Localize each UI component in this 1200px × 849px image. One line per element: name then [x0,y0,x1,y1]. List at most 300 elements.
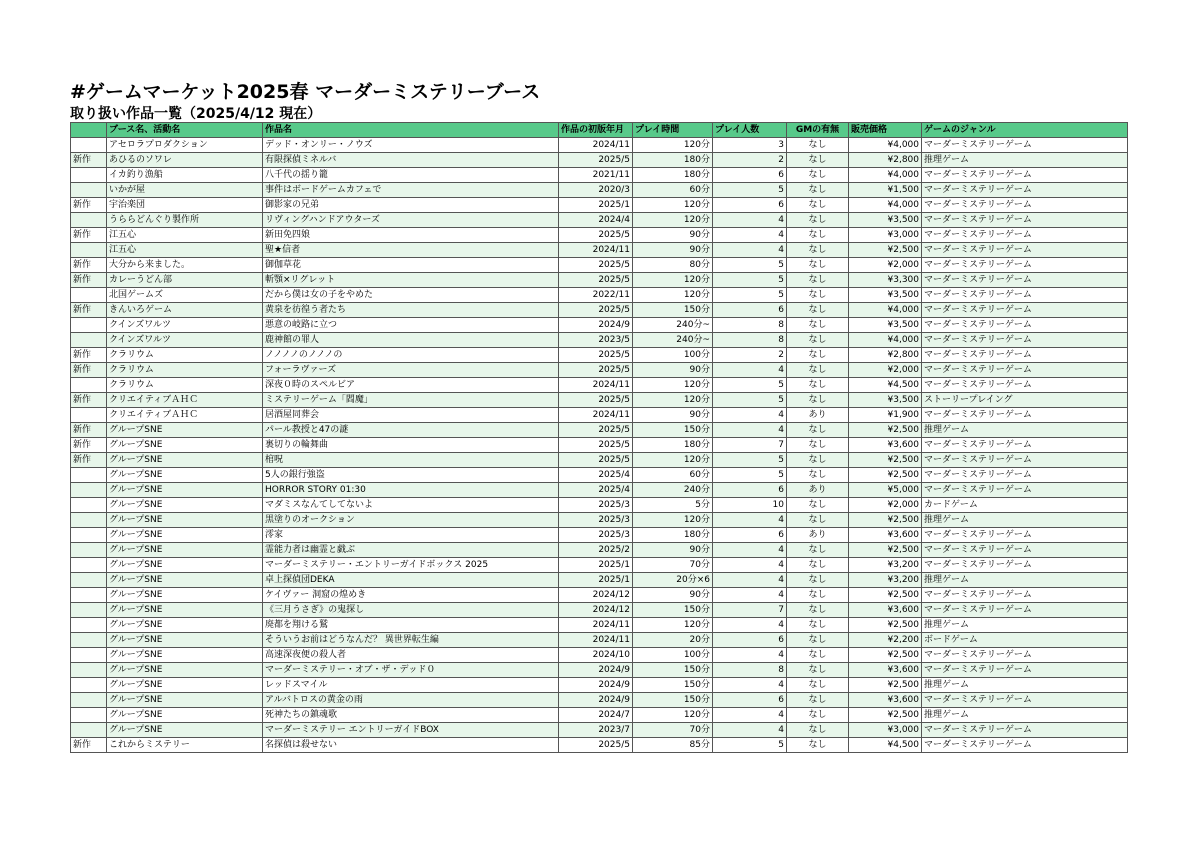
cell-gm: なし [787,168,849,183]
cell-playtime: 150分 [633,603,713,618]
cell-release: 2024/4 [559,213,633,228]
table-row [71,648,1128,663]
cell-playtime: 120分 [633,393,713,408]
cell-title: 《三月うさぎ》の鬼探し [263,603,559,618]
cell-booth: グループSNE [107,468,263,483]
cell-booth: グループSNE [107,723,263,738]
cell-new [71,618,107,633]
cell-playtime: 240分~ [633,318,713,333]
column-header-booth: ブース名、活動名 [107,123,263,138]
table-row [71,333,1128,348]
cell-release: 2025/5 [559,258,633,273]
cell-playtime: 70分 [633,723,713,738]
cell-booth: 江五心 [107,228,263,243]
cell-genre: マーダーミステリーゲーム [922,228,1128,243]
cell-new [71,408,107,423]
cell-players: 5 [713,273,787,288]
cell-title: 鹿神館の罪人 [263,333,559,348]
cell-genre: マーダーミステリーゲーム [922,348,1128,363]
cell-booth: クラリウム [107,363,263,378]
cell-release: 2025/5 [559,423,633,438]
cell-genre: マーダーミステリーゲーム [922,183,1128,198]
cell-price: ¥2,800 [849,348,922,363]
cell-title: 御伽草花 [263,258,559,273]
cell-genre: マーダーミステリーゲーム [922,663,1128,678]
cell-booth: グループSNE [107,498,263,513]
cell-new [71,648,107,663]
table-row [71,588,1128,603]
cell-release: 2024/11 [559,633,633,648]
cell-players: 6 [713,693,787,708]
cell-gm: なし [787,513,849,528]
cell-title: ミステリーゲーム「閻魔」 [263,393,559,408]
table-row [71,243,1128,258]
cell-genre: マーダーミステリーゲーム [922,258,1128,273]
cell-new: 新作 [71,438,107,453]
cell-booth: グループSNE [107,633,263,648]
cell-new: 新作 [71,153,107,168]
cell-gm: なし [787,423,849,438]
cell-release: 2025/5 [559,393,633,408]
cell-genre: マーダーミステリーゲーム [922,318,1128,333]
cell-playtime: 85分 [633,738,713,753]
cell-price: ¥2,800 [849,153,922,168]
cell-genre: マーダーミステリーゲーム [922,243,1128,258]
cell-price: ¥2,500 [849,543,922,558]
cell-title: マーダーミステリー・オブ・ザ・デッド０ [263,663,559,678]
cell-genre: マーダーミステリーゲーム [922,648,1128,663]
cell-genre: マーダーミステリーゲーム [922,468,1128,483]
cell-gm: なし [787,438,849,453]
cell-release: 2025/3 [559,528,633,543]
cell-gm: なし [787,558,849,573]
cell-release: 2025/5 [559,153,633,168]
table-row [71,663,1128,678]
cell-players: 8 [713,318,787,333]
cell-release: 2025/5 [559,453,633,468]
product-table [70,122,1128,753]
cell-gm: なし [787,378,849,393]
cell-new [71,708,107,723]
table-row [71,303,1128,318]
cell-genre: 推理ゲーム [922,153,1128,168]
cell-price: ¥3,200 [849,558,922,573]
cell-playtime: 150分 [633,678,713,693]
cell-booth: カレーうどん部 [107,273,263,288]
cell-genre: マーダーミステリーゲーム [922,333,1128,348]
cell-price: ¥3,000 [849,723,922,738]
cell-genre: 推理ゲーム [922,708,1128,723]
table-row [71,513,1128,528]
cell-playtime: 90分 [633,543,713,558]
cell-gm: なし [787,573,849,588]
table-row [71,348,1128,363]
cell-genre: マーダーミステリーゲーム [922,213,1128,228]
cell-release: 2024/9 [559,693,633,708]
cell-new [71,468,107,483]
cell-players: 6 [713,168,787,183]
cell-gm: なし [787,678,849,693]
cell-gm: なし [787,588,849,603]
cell-release: 2025/5 [559,438,633,453]
cell-playtime: 60分 [633,468,713,483]
cell-gm: なし [787,633,849,648]
cell-price: ¥3,600 [849,603,922,618]
cell-playtime: 180分 [633,153,713,168]
cell-price: ¥2,500 [849,708,922,723]
cell-price: ¥2,000 [849,498,922,513]
cell-new [71,663,107,678]
table-row [71,603,1128,618]
cell-title: ケイヴァー 洞窟の煌めき [263,588,559,603]
cell-booth: クリエイティブＡＨＣ [107,393,263,408]
cell-new: 新作 [71,198,107,213]
cell-players: 7 [713,438,787,453]
cell-players: 10 [713,498,787,513]
cell-players: 7 [713,603,787,618]
table-row [71,693,1128,708]
cell-title: 名探偵は殺せない [263,738,559,753]
cell-genre: ボードゲーム [922,633,1128,648]
cell-genre: 推理ゲーム [922,678,1128,693]
cell-new [71,603,107,618]
cell-title: 高速深夜便の殺人者 [263,648,559,663]
table-row [71,468,1128,483]
cell-new: 新作 [71,273,107,288]
cell-playtime: 180分 [633,528,713,543]
cell-players: 4 [713,648,787,663]
cell-title: マーダーミステリー・エントリーガイドボックス 2025 [263,558,559,573]
cell-players: 4 [713,213,787,228]
cell-playtime: 120分 [633,288,713,303]
cell-playtime: 20分×6 [633,573,713,588]
table-row [71,498,1128,513]
cell-price: ¥2,500 [849,618,922,633]
cell-playtime: 5分 [633,498,713,513]
cell-playtime: 240分 [633,483,713,498]
cell-playtime: 70分 [633,558,713,573]
cell-playtime: 120分 [633,378,713,393]
cell-release: 2024/10 [559,648,633,663]
cell-gm: なし [787,198,849,213]
cell-title: 聖★信者 [263,243,559,258]
cell-gm: なし [787,288,849,303]
cell-price: ¥3,000 [849,228,922,243]
cell-booth: グループSNE [107,483,263,498]
cell-new: 新作 [71,423,107,438]
table-row [71,258,1128,273]
cell-gm: なし [787,333,849,348]
cell-title: 棺呪 [263,453,559,468]
cell-booth: グループSNE [107,693,263,708]
cell-price: ¥5,000 [849,483,922,498]
cell-genre: マーダーミステリーゲーム [922,273,1128,288]
cell-playtime: 100分 [633,648,713,663]
table-header-row [71,123,1128,138]
cell-genre: マーダーミステリーゲーム [922,138,1128,153]
cell-new [71,558,107,573]
cell-gm: なし [787,618,849,633]
cell-genre: マーダーミステリーゲーム [922,363,1128,378]
cell-new: 新作 [71,228,107,243]
cell-gm: なし [787,498,849,513]
cell-genre: マーダーミステリーゲーム [922,198,1128,213]
cell-booth: クラリウム [107,348,263,363]
cell-title: マーダーミステリー エントリーガイドBOX [263,723,559,738]
cell-gm: なし [787,303,849,318]
cell-gm: なし [787,648,849,663]
cell-title: HORROR STORY 01:30 [263,483,559,498]
cell-price: ¥3,600 [849,438,922,453]
table-row [71,363,1128,378]
cell-release: 2024/12 [559,588,633,603]
cell-booth: いかが屋 [107,183,263,198]
cell-title: 事件はボードゲームカフェで [263,183,559,198]
table-body [71,138,1128,753]
cell-genre: 推理ゲーム [922,573,1128,588]
cell-new: 新作 [71,363,107,378]
cell-players: 5 [713,453,787,468]
cell-genre: マーダーミステリーゲーム [922,438,1128,453]
cell-new [71,678,107,693]
table-row [71,558,1128,573]
cell-players: 4 [713,558,787,573]
cell-booth: グループSNE [107,588,263,603]
cell-price: ¥3,300 [849,273,922,288]
cell-playtime: 80分 [633,258,713,273]
cell-players: 6 [713,198,787,213]
cell-price: ¥4,000 [849,303,922,318]
cell-price: ¥2,000 [849,363,922,378]
cell-playtime: 180分 [633,438,713,453]
cell-genre: マーダーミステリーゲーム [922,453,1128,468]
table-row [71,423,1128,438]
cell-new [71,588,107,603]
cell-playtime: 150分 [633,663,713,678]
cell-booth: クインズワルツ [107,318,263,333]
cell-release: 2024/12 [559,603,633,618]
cell-players: 6 [713,303,787,318]
cell-playtime: 120分 [633,213,713,228]
cell-genre: マーダーミステリーゲーム [922,168,1128,183]
cell-players: 4 [713,408,787,423]
cell-release: 2022/11 [559,288,633,303]
cell-genre: マーダーミステリーゲーム [922,483,1128,498]
cell-players: 4 [713,543,787,558]
cell-price: ¥2,000 [849,258,922,273]
table-row [71,183,1128,198]
cell-title: 澪家 [263,528,559,543]
table-row [71,483,1128,498]
table-row [71,708,1128,723]
cell-players: 4 [713,423,787,438]
cell-gm: なし [787,273,849,288]
cell-playtime: 90分 [633,588,713,603]
cell-genre: カードゲーム [922,498,1128,513]
cell-booth: グループSNE [107,528,263,543]
table-row [71,273,1128,288]
table-row [71,573,1128,588]
cell-gm: なし [787,468,849,483]
cell-playtime: 150分 [633,423,713,438]
cell-booth: あひるのソワレ [107,153,263,168]
cell-new [71,318,107,333]
cell-booth: うららどんぐり製作所 [107,213,263,228]
cell-title: 黒塗りのオークション [263,513,559,528]
cell-price: ¥1,900 [849,408,922,423]
cell-gm: なし [787,153,849,168]
cell-price: ¥2,500 [849,648,922,663]
cell-new [71,288,107,303]
column-header-title: 作品名 [263,123,559,138]
cell-new [71,378,107,393]
cell-new [71,243,107,258]
cell-release: 2024/11 [559,618,633,633]
cell-title: 裏切りの輪舞曲 [263,438,559,453]
cell-genre: 推理ゲーム [922,618,1128,633]
table-row [71,213,1128,228]
cell-playtime: 120分 [633,138,713,153]
cell-release: 2024/11 [559,378,633,393]
cell-playtime: 120分 [633,708,713,723]
cell-title: リヴィングハンドアウターズ [263,213,559,228]
cell-players: 2 [713,153,787,168]
column-header-release: 作品の初版年月 [559,123,633,138]
table-row [71,438,1128,453]
cell-players: 4 [713,363,787,378]
cell-new: 新作 [71,393,107,408]
cell-gm: なし [787,723,849,738]
cell-title: 悪意の岐路に立つ [263,318,559,333]
cell-release: 2025/2 [559,543,633,558]
column-header-gm: GMの有無 [787,123,849,138]
cell-title: ノノノノのノノノの [263,348,559,363]
cell-playtime: 90分 [633,243,713,258]
cell-players: 5 [713,378,787,393]
cell-new [71,573,107,588]
cell-new [71,528,107,543]
cell-genre: ストーリープレイング [922,393,1128,408]
cell-players: 4 [713,243,787,258]
cell-playtime: 150分 [633,303,713,318]
cell-playtime: 60分 [633,183,713,198]
cell-price: ¥2,500 [849,453,922,468]
cell-release: 2025/5 [559,363,633,378]
cell-price: ¥3,600 [849,528,922,543]
cell-gm: あり [787,528,849,543]
cell-gm: なし [787,543,849,558]
table-row [71,228,1128,243]
cell-new [71,693,107,708]
cell-players: 4 [713,573,787,588]
cell-release: 2023/5 [559,333,633,348]
table-row [71,408,1128,423]
cell-title: 廃都を翔ける鷲 [263,618,559,633]
cell-gm: なし [787,213,849,228]
cell-price: ¥4,000 [849,333,922,348]
cell-price: ¥2,500 [849,513,922,528]
cell-title: 新田免四娘 [263,228,559,243]
cell-release: 2021/11 [559,168,633,183]
cell-gm: なし [787,738,849,753]
cell-gm: なし [787,348,849,363]
cell-genre: マーダーミステリーゲーム [922,588,1128,603]
cell-release: 2024/9 [559,318,633,333]
cell-genre: 推理ゲーム [922,513,1128,528]
cell-gm: なし [787,708,849,723]
cell-players: 6 [713,528,787,543]
cell-playtime: 240分~ [633,333,713,348]
cell-title: デッド・オンリー・ノウズ [263,138,559,153]
column-header-new [71,123,107,138]
cell-new: 新作 [71,258,107,273]
cell-playtime: 150分 [633,693,713,708]
table-row [71,543,1128,558]
cell-booth: 大分から来ました。 [107,258,263,273]
table-row [71,723,1128,738]
table-row [71,393,1128,408]
cell-new [71,138,107,153]
cell-gm: なし [787,453,849,468]
cell-title: 5人の銀行強盗 [263,468,559,483]
cell-title: 有限探偵ミネルバ [263,153,559,168]
cell-new [71,543,107,558]
cell-title: マダミスなんてしてないよ [263,498,559,513]
cell-price: ¥2,200 [849,633,922,648]
cell-price: ¥3,500 [849,213,922,228]
cell-playtime: 90分 [633,408,713,423]
cell-playtime: 20分 [633,633,713,648]
cell-release: 2025/3 [559,498,633,513]
cell-genre: マーダーミステリーゲーム [922,558,1128,573]
cell-price: ¥3,600 [849,663,922,678]
cell-release: 2025/5 [559,273,633,288]
table-row [71,633,1128,648]
page-subtitle: 取り扱い作品一覧（2025/4/12 現在） [70,106,322,122]
cell-price: ¥3,500 [849,393,922,408]
cell-price: ¥2,500 [849,243,922,258]
cell-booth: きんいろゲーム [107,303,263,318]
cell-players: 4 [713,723,787,738]
cell-title: そういうお前はどうなんだ？ 異世界転生編 [263,633,559,648]
cell-title: 斬顎×リグレット [263,273,559,288]
table-row [71,153,1128,168]
cell-playtime: 120分 [633,198,713,213]
cell-gm: なし [787,318,849,333]
cell-new [71,513,107,528]
cell-price: ¥4,500 [849,378,922,393]
cell-genre: マーダーミステリーゲーム [922,723,1128,738]
cell-genre: 推理ゲーム [922,423,1128,438]
cell-title: 御影家の兄弟 [263,198,559,213]
cell-playtime: 120分 [633,513,713,528]
cell-new: 新作 [71,303,107,318]
table-row [71,138,1128,153]
page-title: #ゲームマーケット2025春 マーダーミステリーブース [70,81,541,103]
cell-price: ¥3,600 [849,693,922,708]
cell-release: 2020/3 [559,183,633,198]
cell-gm: なし [787,183,849,198]
cell-release: 2025/3 [559,513,633,528]
cell-new [71,183,107,198]
cell-players: 4 [713,513,787,528]
cell-booth: クラリウム [107,378,263,393]
cell-title: 死神たちの鎮魂歌 [263,708,559,723]
cell-new: 新作 [71,738,107,753]
cell-title: 霊能力者は幽霊と戯ぶ [263,543,559,558]
column-header-genre: ゲームのジャンル [922,123,1128,138]
cell-genre: マーダーミステリーゲーム [922,693,1128,708]
